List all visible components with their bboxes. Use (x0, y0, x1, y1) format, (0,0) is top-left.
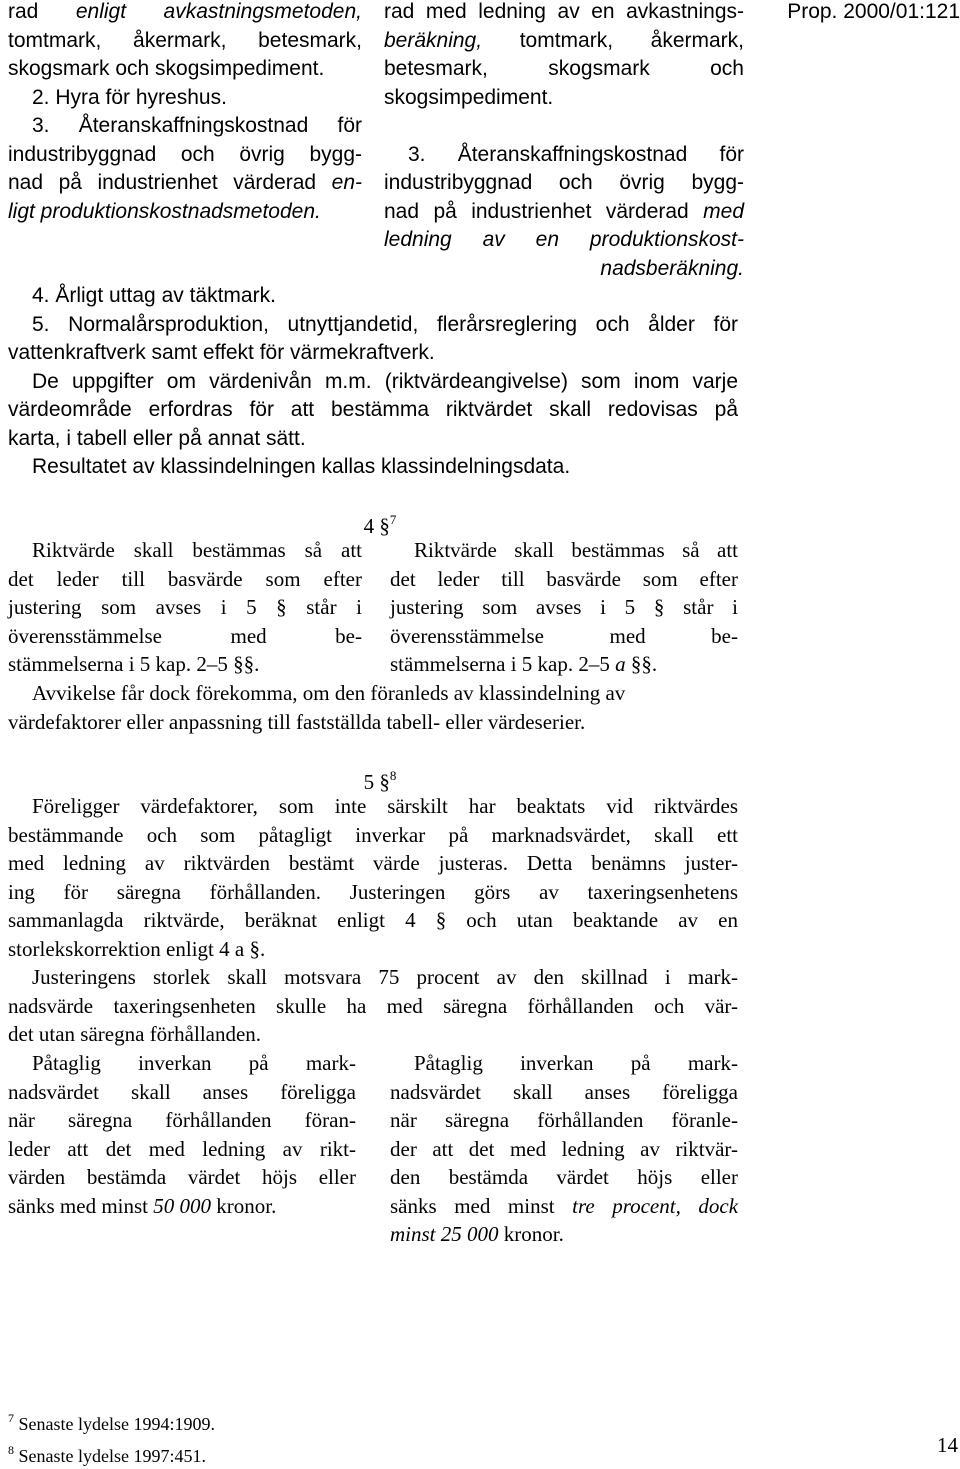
left-item-3-line-1: 3. Återanskaffningskostnad för (32, 114, 362, 137)
s4-right-line-5: stämmelserna i 5 kap. 2–5 a §§. (390, 652, 658, 676)
section-4-heading: 4 §$^7$ (363, 512, 397, 538)
s5-p1-line-5: sammanlagda riktvärde, beräknat enligt 4 § och utan beaktande av en (8, 908, 738, 932)
s4-para-line-1: Avvikelse får dock förekomma, om den föranleds av klassindelning av (32, 681, 626, 705)
s4-left-line-1: Riktvärde skall bestämmas så att (32, 538, 362, 562)
s4-left-line-2: det leder till basvärde som efter (8, 566, 362, 591)
left-column-top (8, 0, 362, 226)
s5-p1-line-3: med ledning av riktvärden bestämt värde justeras. Detta benämns juster- (8, 851, 738, 875)
s4-right-line-1: Riktvärde skall bestämmas så att (414, 538, 738, 562)
s4-para-line-2: värdefaktorer eller anpassning till fastställda tabell- eller värdeserier. (8, 709, 586, 734)
right-column-top (384, 0, 744, 283)
para-1-line-1: De uppgifter om värdenivån m.m. (riktvärdeangivelse) som inom varje (32, 369, 738, 393)
right-item-3-line-4: ledning av en produktionskost- (384, 228, 744, 251)
spacer (384, 112, 744, 141)
s5-p2-line-3: det utan säregna förhållanden. (8, 1022, 262, 1046)
item-4: 4. Årligt uttag av täktmark. (32, 284, 276, 307)
s5-p1-line-1: Föreligger värdefaktorer, som inte särskilt har beaktats vid riktvärdes (32, 794, 738, 818)
item-5-line-2: vattenkraftverk samt effekt för värmekraftverk. (8, 341, 435, 364)
s5-right-line-2: nadsvärdet skall anses föreligga (390, 1079, 738, 1104)
s5-left-line-2: nadsvärdet skall anses föreligga (8, 1079, 356, 1104)
left-item-3-line-4: ligt produktionskostnadsmetoden. (8, 199, 321, 223)
left-item-3-line-2: industribyggnad och övrig bygg- (8, 142, 362, 166)
s5-left-line-3: när säregna förhållanden föran- (8, 1108, 356, 1132)
right-line-1: rad med ledning av en avkastnings- (384, 0, 744, 23)
footnote-8: $^8$ Senaste lydelse 1997:451. (8, 1443, 206, 1466)
s5-right-line-6: sänks med minst tre procent, dock (390, 1193, 739, 1218)
right-line-3: betesmark, skogsmark och (384, 57, 744, 80)
right-line-2: beräkning, tomtmark, åkermark, (384, 28, 744, 52)
s5-right-line-7: minst 25 000 kronor. (390, 1222, 564, 1246)
s5-right-line-3: när säregna förhållanden föranle- (390, 1108, 738, 1132)
left-item-2: 2. Hyra för hyreshus. (32, 85, 227, 109)
s5-p2-line-1: Justeringens storlek skall motsvara 75 procent av den skillnad i mark- (32, 965, 738, 989)
para-1-line-3: karta, i tabell eller på annat sätt. (8, 426, 306, 450)
s4-right-line-4: överensstämmelse med be- (390, 623, 738, 648)
s5-left-line-6: sänks med minst 50 000 kronor. (8, 1193, 277, 1218)
s5-right-line-4: der att det med ledning av riktvär- (390, 1136, 738, 1161)
section-4-paragraph (8, 679, 738, 736)
right-item-3-line-3: nad på industrienhet värderad med (384, 199, 744, 223)
section-5-left (8, 1049, 356, 1220)
s5-left-line-5: värden bestämda värdet höjs eller (8, 1165, 356, 1189)
section-4-left (8, 536, 362, 679)
s5-right-line-5: den bestämda värdet höjs eller (390, 1165, 738, 1189)
right-item-3-line-1: 3. Återanskaffningskostnad för (408, 142, 744, 166)
footnotes (8, 1405, 408, 1469)
s5-left-line-1: Påtaglig inverkan på mark- (32, 1051, 356, 1075)
s5-left-line-4: leder att det med ledning av rikt- (8, 1136, 356, 1161)
s4-right-line-3: justering som avses i 5 § står i (390, 595, 738, 619)
right-line-4: skogsimpediment. (384, 85, 554, 109)
right-item-3-line-2: industribyggnad och övrig bygg- (384, 171, 744, 194)
left-line-2: tomtmark, åkermark, betesmark, (8, 28, 362, 52)
right-item-3-line-5: nadsberäkning. (600, 256, 744, 280)
para-2: Resultatet av klassindelningen kallas klassindelningsdata. (32, 455, 571, 478)
footnote-ref-8: 8 (389, 768, 397, 783)
s4-left-line-3: justering som avses i 5 § står i (8, 595, 362, 619)
s5-right-line-1: Påtaglig inverkan på mark- (414, 1051, 738, 1075)
s5-p1-line-2: bestämmande och som påtagligt inverkar på marknadsvärdet, skall ett (8, 822, 738, 847)
s5-p2-line-2: nadsvärde taxeringsenheten skulle ha med säregna förhållanden och vär- (8, 993, 738, 1018)
page-number: 14 (937, 1433, 958, 1457)
s5-p1-line-6: storlekskorrektion enligt 4 a §. (8, 936, 266, 961)
footnote-ref-7: 7 (389, 512, 397, 527)
section-4-right (390, 536, 738, 679)
full-width-block (8, 282, 738, 482)
section-5-right (390, 1049, 738, 1249)
item-5-line-1: 5. Normalårsproduktion, utnyttjandetid, flerårsreglering och ålder för (32, 312, 738, 336)
para-1-line-2: värdeområde erfordras för att bestämma riktvärdet skall redovisas på (8, 398, 738, 421)
left-line-3: skogsmark och skogsimpediment. (8, 57, 325, 80)
left-item-3-line-3: nad på industrienhet värderad en- (8, 171, 362, 194)
left-line-1: rad enligt avkastningsmetoden, (8, 0, 362, 23)
proposition-reference: Prop. 2000/01:121 (787, 0, 960, 23)
footnote-7: $^7$ Senaste lydelse 1994:1909. (8, 1411, 215, 1434)
s5-p1-line-4: ing för säregna förhållanden. Justeringen görs av taxeringsenhetens (8, 879, 738, 904)
s4-left-line-5: stämmelserna i 5 kap. 2–5 §§. (8, 652, 260, 676)
section-5-body (8, 792, 738, 1049)
s4-left-line-4: överensstämmelse med be- (8, 623, 362, 648)
section-5-heading: 5 §$^8$ (363, 768, 397, 794)
s4-right-line-2: det leder till basvärde som efter (390, 566, 738, 591)
